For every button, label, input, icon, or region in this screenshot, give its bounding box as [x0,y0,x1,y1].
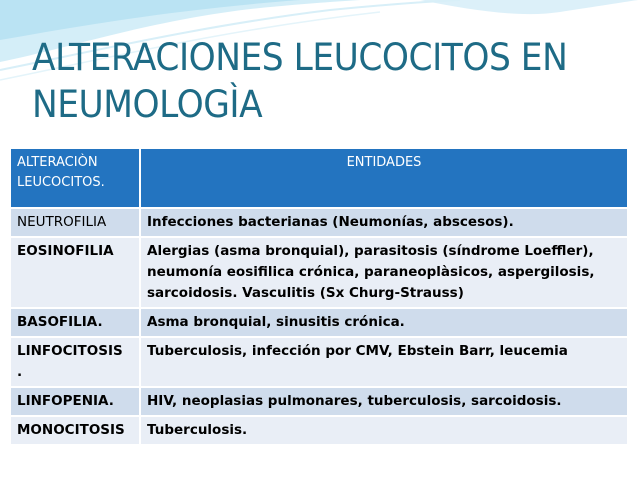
cell-entidades: Infecciones bacterianas (Neumonías, abscesos). [141,209,627,236]
cell-alteracion: BASOFILIA. [11,309,139,336]
table-row [11,338,627,386]
cell-alteracion: LINFOCITOSIS . [11,338,139,386]
slide-title: ALTERACIONES LEUCOCITOS EN NEUMOLOGÌA [32,36,568,126]
cell-alteracion: EOSINOFILIA [11,238,139,307]
cell-alteracion: LINFOPENIA. [11,388,139,415]
cell-alteracion: MONOCITOSIS [11,417,139,444]
cell-entidades: HIV, neoplasias pulmonares, tuberculosis, sarcoidosis. [141,388,627,415]
header-entidades: ENTIDADES [141,149,627,207]
table-row [11,209,627,236]
header-alteracion: ALTERACIÒN LEUCOCITOS. [11,149,139,207]
table-header-row [11,149,627,207]
cell-entidades: Alergias (asma bronquial), parasitosis (síndrome Loeffler), neumonía eosifilica crónica, paraneoplàsicos, aspergilosis, sarcoidosis. Vasculitis (Sx Churg-Strauss) [141,238,627,307]
table-row [11,388,627,415]
table-row [11,238,627,307]
cell-entidades: Tuberculosis. [141,417,627,444]
cell-alteracion: NEUTROFILIA [11,209,139,236]
cell-entidades: Asma bronquial, sinusitis crónica. [141,309,627,336]
cell-entidades: Tuberculosis, infección por CMV, Ebstein Barr, leucemia [141,338,627,386]
leukocyte-table [9,147,629,446]
table-row [11,309,627,336]
table-row [11,417,627,444]
